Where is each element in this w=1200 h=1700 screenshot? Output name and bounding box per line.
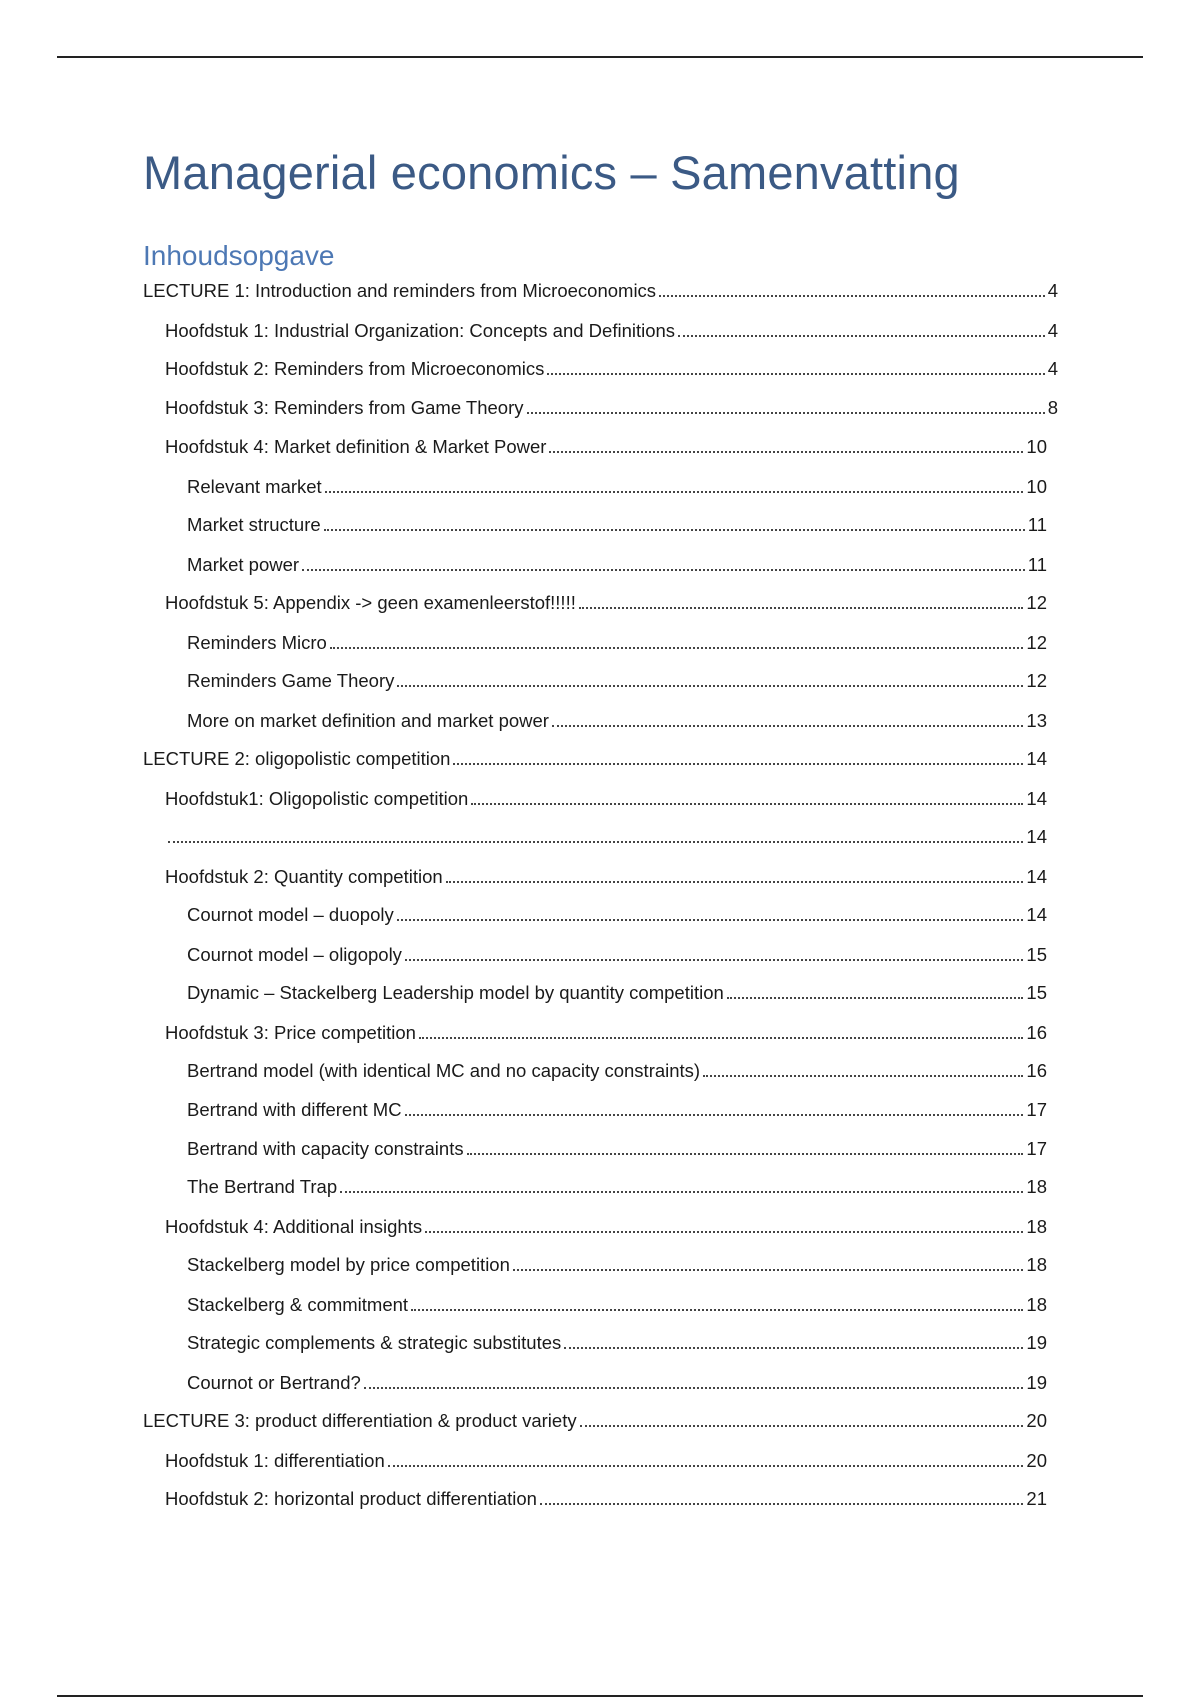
toc-entry-title: LECTURE 3: product differentiation & product variety <box>143 1410 577 1431</box>
toc-entry-page: 15 <box>1026 944 1047 965</box>
toc-entry-page: 14 <box>1026 866 1047 887</box>
toc-entry-page: 16 <box>1026 1060 1047 1081</box>
toc-entry-page: 17 <box>1026 1099 1047 1120</box>
toc-entry-title: Bertrand with capacity constraints <box>187 1138 464 1159</box>
toc-entry[interactable] <box>143 317 1058 343</box>
dot-leader <box>168 823 1023 843</box>
dot-leader <box>678 317 1045 337</box>
toc-entry[interactable] <box>143 1407 1047 1433</box>
dot-leader <box>547 355 1044 375</box>
toc-entry-page: 18 <box>1026 1216 1047 1237</box>
toc-entry[interactable] <box>143 394 1058 420</box>
toc-entry-title: Hoofdstuk 2: Quantity competition <box>165 866 443 887</box>
toc-entry-title: Reminders Micro <box>187 632 327 653</box>
dot-leader <box>453 745 1023 765</box>
toc-entry-page: 8 <box>1047 397 1058 418</box>
toc-entry[interactable] <box>143 589 1047 615</box>
toc-entry[interactable] <box>143 1329 1047 1355</box>
toc-entry[interactable] <box>143 1213 1047 1239</box>
toc-entry-page: 11 <box>1027 514 1047 535</box>
toc-entry[interactable] <box>143 551 1047 577</box>
dot-leader <box>446 863 1024 883</box>
toc-entry-title: Hoofdstuk 4: Additional insights <box>165 1216 423 1237</box>
toc-entry-title: Cournot or Bertrand? <box>187 1372 361 1393</box>
toc-entry[interactable] <box>143 1485 1047 1511</box>
toc-entry[interactable] <box>143 1291 1047 1317</box>
dot-leader <box>513 1251 1024 1271</box>
toc-entry[interactable] <box>143 901 1047 927</box>
toc-entry-title: Hoofdstuk 4: Market definition & Market Power <box>165 436 547 457</box>
toc-entry[interactable] <box>143 707 1047 733</box>
toc-entry[interactable] <box>143 629 1047 655</box>
dot-leader <box>419 1019 1024 1039</box>
dot-leader <box>397 667 1023 687</box>
toc-entry-page: 21 <box>1026 1488 1047 1509</box>
toc-entry-title: Hoofdstuk 3: Reminders from Game Theory <box>165 397 524 418</box>
toc-entry[interactable] <box>143 1251 1047 1277</box>
toc-entry[interactable] <box>143 1019 1047 1045</box>
toc-entry-page: 19 <box>1026 1332 1047 1353</box>
dot-leader <box>564 1329 1023 1349</box>
toc-entry-page: 10 <box>1026 476 1047 497</box>
toc-entry[interactable] <box>143 1135 1047 1161</box>
toc-entry-title: Cournot model – oligopoly <box>187 944 402 965</box>
dot-leader <box>405 1096 1024 1116</box>
toc-entry-title: Hoofdstuk 2: horizontal product differentiation <box>165 1488 537 1509</box>
dot-leader <box>552 707 1023 727</box>
toc-entry[interactable] <box>143 823 1047 849</box>
toc-entry-title: Cournot model – duopoly <box>187 904 394 925</box>
toc-entry-page: 14 <box>1026 788 1047 809</box>
toc-entry[interactable] <box>143 1173 1047 1199</box>
toc-entry-title: Relevant market <box>187 476 322 497</box>
toc-entry[interactable] <box>143 277 1058 303</box>
dot-leader <box>388 1447 1024 1467</box>
dot-leader <box>727 979 1024 999</box>
toc-entry-page: 4 <box>1047 358 1058 379</box>
dot-leader <box>580 1407 1024 1427</box>
dot-leader <box>405 941 1023 961</box>
dot-leader <box>364 1369 1024 1389</box>
toc-entry-page: 20 <box>1026 1450 1047 1471</box>
toc-entry-page: 15 <box>1026 982 1047 1003</box>
toc-entry[interactable] <box>143 511 1047 537</box>
dot-leader <box>324 511 1025 531</box>
toc-entry-title: Hoofdstuk 5: Appendix -> geen examenleerstof!!!!! <box>165 592 576 613</box>
dot-leader <box>340 1173 1023 1193</box>
dot-leader <box>540 1485 1023 1505</box>
toc-entry[interactable] <box>143 863 1047 889</box>
toc-entry-title: Hoofdstuk 3: Price competition <box>165 1022 416 1043</box>
dot-leader <box>579 589 1024 609</box>
toc-entry-title: LECTURE 1: Introduction and reminders from Microeconomics <box>143 280 657 301</box>
toc-entry-page: 20 <box>1026 1410 1047 1431</box>
toc-entry-page: 4 <box>1047 320 1058 341</box>
dot-leader <box>471 785 1023 805</box>
toc-entry-title: Hoofdstuk 1: differentiation <box>165 1450 385 1471</box>
toc-entry-page: 18 <box>1026 1294 1047 1315</box>
toc-entry-page: 14 <box>1026 904 1047 925</box>
toc-entry-title: Market power <box>187 554 300 575</box>
toc-entry-page: 11 <box>1027 554 1047 575</box>
toc-entry[interactable] <box>143 1057 1047 1083</box>
dot-leader <box>425 1213 1023 1233</box>
dot-leader <box>302 551 1025 571</box>
dot-leader <box>703 1057 1023 1077</box>
toc-entry[interactable] <box>143 1096 1047 1122</box>
toc-entry-page: 16 <box>1026 1022 1047 1043</box>
toc-entry[interactable] <box>143 1447 1047 1473</box>
header-rule <box>57 56 1143 58</box>
toc-entry-page: 4 <box>1047 280 1058 301</box>
toc-entry-page: 13 <box>1026 710 1047 731</box>
dot-leader <box>659 277 1045 297</box>
toc-entry-title: Dynamic – Stackelberg Leadership model by quantity competition <box>187 982 724 1003</box>
toc-entry-page: 19 <box>1026 1372 1047 1393</box>
dot-leader <box>411 1291 1023 1311</box>
dot-leader <box>325 473 1024 493</box>
toc-entry-page: 12 <box>1026 632 1047 653</box>
toc-entry-title: The Bertrand Trap <box>187 1176 338 1197</box>
toc-entry-title: Hoofdstuk 2: Reminders from Microeconomics <box>165 358 545 379</box>
toc-entry-title: More on market definition and market power <box>187 710 549 731</box>
toc-entry-page: 14 <box>1026 826 1047 847</box>
toc-entry-title: LECTURE 2: oligopolistic competition <box>143 748 451 769</box>
toc-entry-title: Stackelberg model by price competition <box>187 1254 510 1275</box>
dot-leader <box>527 394 1045 414</box>
toc-entry[interactable] <box>143 433 1047 459</box>
toc-entry-title: Hoofdstuk1: Oligopolistic competition <box>165 788 469 809</box>
dot-leader <box>330 629 1024 649</box>
toc-entry-page: 12 <box>1026 670 1047 691</box>
toc-entry-page: 14 <box>1026 748 1047 769</box>
toc-entry[interactable] <box>143 667 1047 693</box>
dot-leader <box>397 901 1024 921</box>
toc-entry[interactable] <box>143 785 1047 811</box>
toc-entry-title: Hoofdstuk 1: Industrial Organization: Concepts and Definitions <box>165 320 676 341</box>
toc-heading: Inhoudsopgave <box>143 240 335 271</box>
dot-leader <box>467 1135 1024 1155</box>
toc-entry-page: 18 <box>1026 1176 1047 1197</box>
toc-entry[interactable] <box>143 941 1047 967</box>
toc-entry-page: 18 <box>1026 1254 1047 1275</box>
toc-entry-title: Reminders Game Theory <box>187 670 395 691</box>
toc-entry-page: 17 <box>1026 1138 1047 1159</box>
toc-entry-page: 12 <box>1026 592 1047 613</box>
toc-entry[interactable] <box>143 745 1047 771</box>
dot-leader <box>549 433 1023 453</box>
toc-entry-title: Bertrand model (with identical MC and no capacity constraints) <box>187 1060 701 1081</box>
toc-entry[interactable] <box>143 355 1058 381</box>
toc-entry-title: Bertrand with different MC <box>187 1099 402 1120</box>
toc-entry[interactable] <box>143 1369 1047 1395</box>
toc-entry-title: Stackelberg & commitment <box>187 1294 409 1315</box>
page-title: Managerial economics – Samenvatting <box>143 146 960 199</box>
footer-rule <box>57 1695 1143 1697</box>
toc-entry[interactable] <box>143 979 1047 1005</box>
toc-entry[interactable] <box>143 473 1047 499</box>
toc-entry-title: Strategic complements & strategic substitutes <box>187 1332 562 1353</box>
toc-entry-page: 10 <box>1026 436 1047 457</box>
toc-entry-title: Market structure <box>187 514 321 535</box>
